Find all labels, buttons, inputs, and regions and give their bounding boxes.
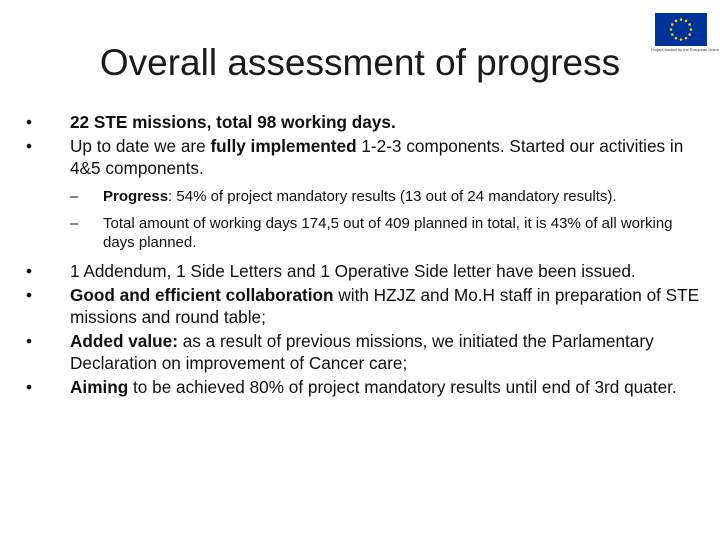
bullet-marker: • — [26, 285, 33, 305]
flag-star — [675, 20, 678, 23]
bullet-item — [26, 135, 706, 179]
flag-star — [675, 37, 678, 40]
bullet-item — [26, 260, 706, 282]
bullet-item — [26, 330, 706, 374]
flag-star — [688, 23, 691, 26]
slide-title: Overall assessment of progress — [99, 42, 621, 83]
text: as a result of previous missions, we initiated the Parlamentary Declaration on improvement of Cancer care; — [70, 331, 654, 373]
dash-marker: – — [70, 215, 79, 232]
flag-star — [670, 28, 673, 31]
logo-caption: Project funded by the European Union — [651, 47, 719, 52]
dash-marker: – — [70, 188, 79, 205]
text: : 54% of project mandatory results (13 out of 24 mandatory results). — [168, 188, 617, 205]
bullet-item — [26, 376, 706, 398]
bullet-list — [26, 111, 706, 398]
sub-bullet-item — [26, 214, 706, 252]
bold-text: Good and efficient collaboration — [70, 285, 334, 305]
text: with HZJZ and Mo.H staff in preparation of STE missions and round table; — [70, 285, 700, 327]
bullet-marker: • — [26, 136, 33, 156]
bold-text: Added value: — [70, 331, 178, 351]
flag-star — [671, 33, 674, 36]
bullet-marker: • — [26, 261, 33, 281]
bullet-item — [26, 284, 706, 328]
bullet-item — [26, 111, 706, 133]
sub-bullet-item — [26, 187, 706, 206]
text: 1-2-3 components. Started our activities in 4&5 components. — [70, 136, 684, 178]
text: 1 Addendum, 1 Side Letters and 1 Operative Side letter have been issued. — [70, 261, 636, 281]
flag-star — [685, 37, 688, 40]
bullet-marker: • — [26, 331, 33, 351]
bullet-marker: • — [26, 112, 33, 132]
text: to be achieved 80% of project mandatory results until end of 3rd quater. — [128, 377, 677, 397]
text: Total amount of working days 174,5 out of 409 planned in total, it is 43% of all working days planned. — [103, 215, 673, 251]
flag-star — [680, 38, 683, 41]
bullet-marker: • — [26, 377, 33, 397]
flag-star — [671, 23, 674, 26]
eu-flag-icon — [655, 13, 707, 46]
flag-star — [680, 18, 683, 21]
bold-text: fully implemented — [210, 136, 357, 156]
text: Up to date we are — [70, 136, 211, 156]
flag-star — [688, 33, 691, 36]
bold-text: Progress — [103, 188, 169, 205]
bold-text: Aiming — [70, 377, 129, 397]
flag-star — [690, 28, 693, 31]
flag-star — [685, 20, 688, 23]
bold-text: 22 STE missions, total 98 working days. — [70, 112, 396, 132]
eu-logo — [651, 13, 719, 52]
